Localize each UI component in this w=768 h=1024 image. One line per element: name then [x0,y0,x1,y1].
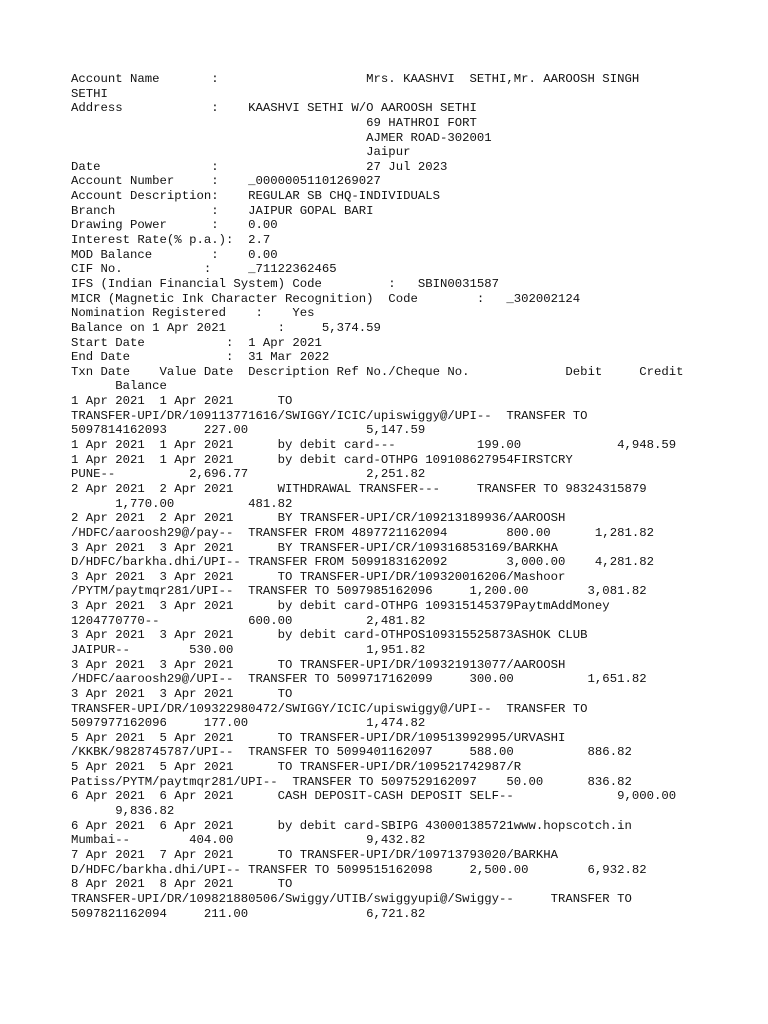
statement-line: 3 Apr 2021 3 Apr 2021 by debit card-OTHPOS109315525873ASHOK CLUB [71,628,588,643]
statement-line: /PYTM/paytmqr281/UPI-- TRANSFER TO 5097985162096 1,200.00 3,081.82 [71,584,647,599]
statement-line: /KKBK/9828745787/UPI-- TRANSFER TO 5099401162097 588.00 886.82 [71,745,632,760]
statement-line: IFS (Indian Financial System) Code : SBIN0031587 [71,276,500,291]
statement-line: TRANSFER-UPI/DR/109821880506/Swiggy/UTIB/swiggyupi@/Swiggy-- TRANSFER TO [71,891,632,906]
statement-line: 5 Apr 2021 5 Apr 2021 TO TRANSFER-UPI/DR/109513992995/URVASHI [71,730,566,745]
statement-line: 5097977162096 177.00 1,474.82 [71,716,426,731]
statement-line: 1204770770-- 600.00 2,481.82 [71,613,426,628]
statement-line: 2 Apr 2021 2 Apr 2021 WITHDRAWAL TRANSFER--- TRANSFER TO 98324315879 [71,481,647,496]
statement-line: SETHI [71,86,108,101]
statement-line: 3 Apr 2021 3 Apr 2021 by debit card-OTHPG 109315145379PaytmAddMoney [71,599,610,614]
statement-line: Date : 27 Jul 2023 [71,159,448,174]
statement-line: /HDFC/aaroosh29@/pay-- TRANSFER FROM 4897721162094 800.00 1,281.82 [71,525,654,540]
statement-line: 8 Apr 2021 8 Apr 2021 TO [71,877,293,892]
statement-line: JAIPUR-- 530.00 1,951.82 [71,642,426,657]
statement-line: 3 Apr 2021 3 Apr 2021 BY TRANSFER-UPI/CR/109316853169/BARKHA [71,540,559,555]
statement-line: 1,770.00 481.82 [71,496,293,511]
statement-line: D/HDFC/barkha.dhi/UPI-- TRANSFER FROM 5099183162092 3,000.00 4,281.82 [71,555,654,570]
statement-line: PUNE-- 2,696.77 2,251.82 [71,467,426,482]
statement-line: Interest Rate(% p.a.): 2.7 [71,233,271,248]
statement-line: 6 Apr 2021 6 Apr 2021 CASH DEPOSIT-CASH DEPOSIT SELF-- 9,000.00 [71,789,677,804]
statement-line: 3 Apr 2021 3 Apr 2021 TO [71,686,293,701]
statement-line: Jaipur [71,145,411,160]
statement-line: MOD Balance : 0.00 [71,247,278,262]
statement-line: Account Name : Mrs. KAASHVI SETHI,Mr. AAROOSH SINGH [71,72,640,86]
statement-line: /HDFC/aaroosh29@/UPI-- TRANSFER TO 5099717162099 300.00 1,651.82 [71,672,647,687]
statement-line: 7 Apr 2021 7 Apr 2021 TO TRANSFER-UPI/DR/109713793020/BARKHA [71,847,559,862]
statement-line: Account Description: REGULAR SB CHQ-INDIVIDUALS [71,189,440,204]
statement-line: Patiss/PYTM/paytmqr281/UPI-- TRANSFER TO 5097529162097 50.00 836.82 [71,774,632,789]
statement-line: 9,836.82 [71,804,175,819]
statement-document [71,72,751,921]
statement-line: 1 Apr 2021 1 Apr 2021 by debit card-OTHPG 109108627954FIRSTCRY [71,452,573,467]
statement-line: CIF No. : _71122362465 [71,262,337,277]
statement-line: Balance [71,379,167,394]
statement-line: 6 Apr 2021 6 Apr 2021 by debit card-SBIPG 430001385721www.hopscotch.in [71,818,632,833]
statement-line: 3 Apr 2021 3 Apr 2021 TO TRANSFER-UPI/DR/109320016206/Mashoor [71,569,566,584]
statement-line: Account Number : _00000051101269027 [71,174,381,189]
statement-line: AJMER ROAD-302001 [71,130,492,145]
statement-line: 5097821162094 211.00 6,721.82 [71,906,426,921]
statement-line: Address : KAASHVI SETHI W/O AAROOSH SETHI [71,101,477,116]
statement-line: 69 HATHROI FORT [71,115,477,130]
statement-line: Mumbai-- 404.00 9,432.82 [71,833,426,848]
statement-line: 1 Apr 2021 1 Apr 2021 by debit card--- 199.00 4,948.59 [71,438,677,453]
statement-line: Balance on 1 Apr 2021 : 5,374.59 [71,320,381,335]
statement-line: D/HDFC/barkha.dhi/UPI-- TRANSFER TO 5099515162098 2,500.00 6,932.82 [71,862,647,877]
statement-line: End Date : 31 Mar 2022 [71,350,330,365]
statement-line: Branch : JAIPUR GOPAL BARI [71,203,374,218]
statement-line: Start Date : 1 Apr 2021 [71,335,322,350]
statement-line: MICR (Magnetic Ink Character Recognition) Code : _302002124 [71,291,581,306]
statement-line: Drawing Power : 0.00 [71,218,278,233]
statement-line: 3 Apr 2021 3 Apr 2021 TO TRANSFER-UPI/DR/109321913077/AAROOSH [71,657,566,672]
statement-line: 1 Apr 2021 1 Apr 2021 TO [71,394,293,409]
statement-line: Txn Date Value Date Description Ref No./Cheque No. Debit Credit [71,364,684,379]
statement-line: 2 Apr 2021 2 Apr 2021 BY TRANSFER-UPI/CR/109213189936/AAROOSH [71,511,566,526]
statement-line: TRANSFER-UPI/DR/109113771616/SWIGGY/ICIC/upiswiggy@/UPI-- TRANSFER TO [71,408,588,423]
statement-line: 5097814162093 227.00 5,147.59 [71,423,426,438]
statement-line: Nomination Registered : Yes [71,306,315,321]
statement-line: 5 Apr 2021 5 Apr 2021 TO TRANSFER-UPI/DR/109521742987/R [71,760,522,775]
statement-line: TRANSFER-UPI/DR/109322980472/SWIGGY/ICIC/upiswiggy@/UPI-- TRANSFER TO [71,701,588,716]
